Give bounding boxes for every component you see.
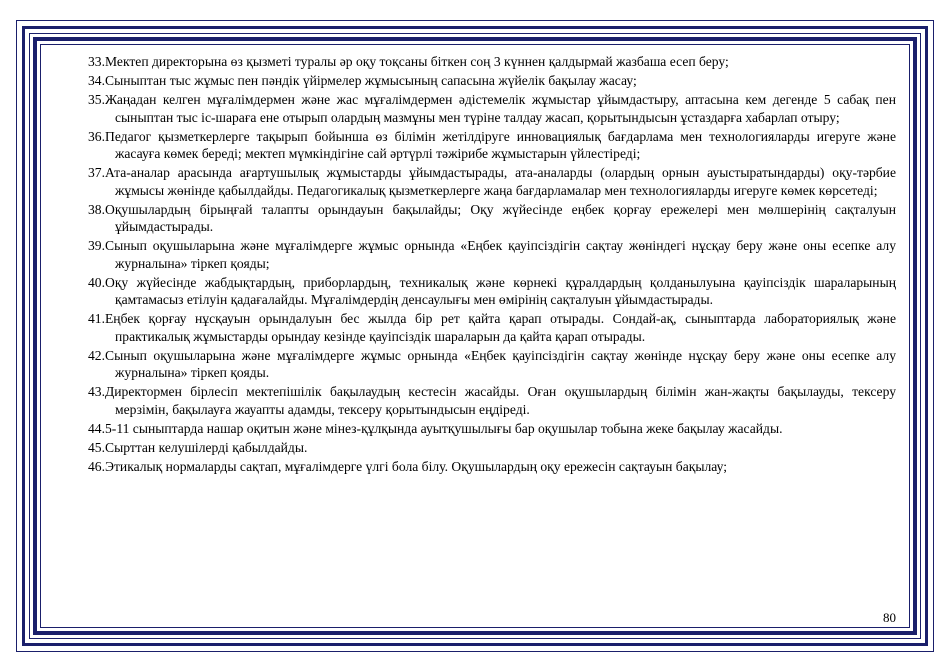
item-text: Сынып оқушыларына және мұғалімдерге жұмыс орнында «Еңбек қауіпсіздігін сақтау жөніндегі нұсқау беру және оны есепке алу журналына» тіркеп қояды; [105,238,896,271]
item-text: Сырттан келушілерді қабылдайды. [105,439,308,455]
list-item [88,237,896,272]
list-item [88,347,896,382]
item-text: Сынып оқушыларына және мұғалімдерге жұмыс орнында «Еңбек қауіпсіздігін сақтау жөнінде нұсқау беру және оны есепке алу журналына» тіркеп қояды. [105,347,896,380]
item-number: 37. [88,165,105,180]
list-item [88,201,896,236]
item-text: Педагог қызметкерлерге тақырып бойынша өз білімін жетілдіруге инновациялық бағдарлама мен технологияларды игеруге және жасауға көмек береді; мектеп мүмкіндігіне сай әртүрлі тәжірибе жұмыстарын үйлестіреді; [105,128,896,161]
list-item [88,53,896,71]
list-item [88,383,896,418]
item-text: Этикалық нормаларды сақтап, мұғалімдерге үлгі бола білу. Оқушылардың оқу ережесін сақтауын бақылау; [105,458,727,474]
list-item [88,128,896,163]
list-item [88,164,896,199]
list-item [88,458,896,476]
item-number: 43. [88,384,105,399]
item-text: Мектеп директорына өз қызметі туралы әр оқу тоқсаны біткен соң 3 күннен қалдырмай жазбаша есеп беру; [105,54,729,69]
item-text: Оқу жүйесінде жабдықтардың, приборлардың, техникалық және көрнекі құралдардың қолданылуына қауіпсіздік шараларының қамтамасыз етілуін қадағалайды. Мұғалімдердің денсаулығы мен өмірінің сақталуын ұйымдастырады. [105,274,896,307]
page-number: 80 [883,610,896,625]
item-number: 38. [88,201,105,217]
item-text: Директормен бірлесіп мектепішілік бақылаудың кестесін жасайды. Оған оқушылардың білімін жан-жақты бақылауды, тексеру мерзімін, бақылауға жауапты адамды, тексеру қорытындысын еңдіреді. [105,384,896,417]
item-text: Оқушылардың бірыңғай талапты орындауын бақылайды; Оқу жүйесінде еңбек қорғау ережелері мен мөлшерінің сақталуын ұйымдастырады. [105,201,896,234]
item-number: 46. [88,458,105,474]
item-number: 34. [88,73,105,88]
list-item [88,310,896,345]
item-number: 41. [88,311,105,326]
item-number: 42. [88,347,105,363]
item-text: Еңбек қорғау нұсқауын орындалуын бес жылда бір рет қайта қарап отырады. Сондай-ақ, сыныптарда лабораториялық және практикалық жұмыстарды орындау кезінде қауіпсіздік шараларын да қайта қарап отырады. [105,311,896,344]
item-number: 40. [88,274,105,290]
item-number: 45. [88,439,105,455]
list-item [88,91,896,126]
item-number: 39. [88,238,105,253]
item-text: Сыныптан тыс жұмыс пен пәндік үйірмелер жұмысының сапасына жүйелік бақылау жасау; [105,73,637,88]
item-number: 36. [88,128,105,144]
list-item [88,420,896,438]
list-item [88,439,896,457]
item-text: Жаңадан келген мұғалімдермен және жас мұғалімдермен әдістемелік жұмыстар ұйымдастыру, аптасына кем дегенде 5 сабақ пен сыныптан тыс іс-шараға ене отырып олардың мазмұны мен түріне талдау жасап, қорытындысын ұстаздарға хабарлап отыру; [105,92,896,125]
item-text: 5-11 сыныптарда нашар оқитын және мінез-құлқында ауытқушылығы бар оқушылар тобына жеке бақылау жасайды. [105,420,783,436]
item-number: 35. [88,92,105,107]
list-item [88,72,896,90]
item-number: 44. [88,420,105,436]
item-text: Ата-аналар арасында ағартушылық жұмыстарды ұйымдастырады, ата-аналарды (олардың орнын ауыстыратындарды) оқу-тәрбие жұмысы жөнінде қабылдайды. Педагогикалық қызметкерлерге жаңа бағдарламалар мен технологияларды игеруге көмек көрсетеді; [105,165,896,198]
item-number: 33. [88,54,105,69]
list-item [88,274,896,309]
document-body [88,53,896,477]
